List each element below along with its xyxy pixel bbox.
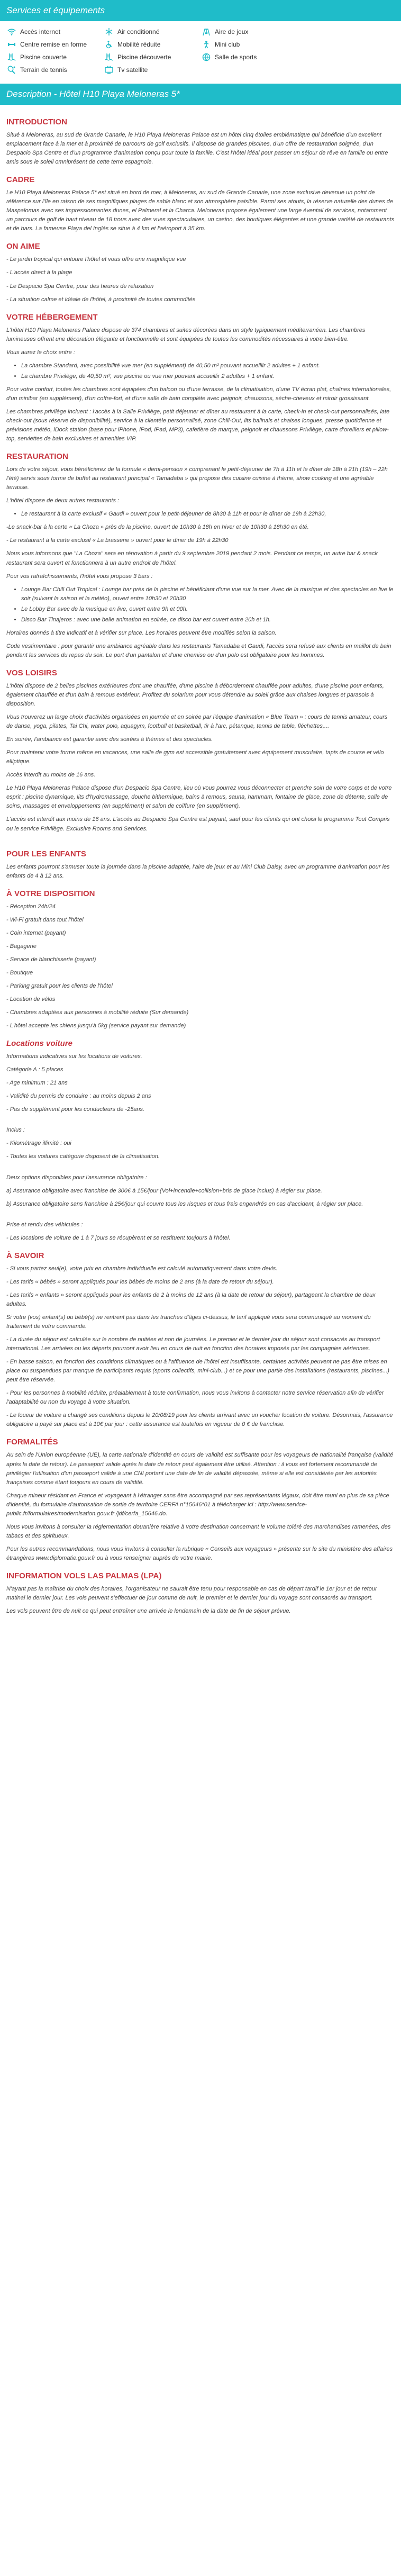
paragraph: - Le loueur de voiture a changé ses conditions depuis le 20/08/19 pour les clients arrivant avec un voucher location de voiture. Désormais, l'assurance obligatoire a payé sur place est à 10€ par jour : cette assurance est toutefois en vigueur de 0 € de franchise. xyxy=(6,1412,393,1428)
service-item xyxy=(105,40,199,49)
service-item xyxy=(202,53,296,61)
service-item xyxy=(7,66,102,74)
paragraph xyxy=(6,1166,395,1169)
section-title: CADRE xyxy=(6,175,35,185)
paragraph: Pour vos rafraîchissements, l'hôtel vous propose 3 bars : xyxy=(6,573,153,580)
service-item xyxy=(105,53,199,61)
description-content xyxy=(0,105,401,1634)
wheelchair-icon xyxy=(105,40,113,49)
paragraph: - Age minimum : 21 ans xyxy=(6,1080,68,1087)
bullet-list xyxy=(6,510,395,519)
service-item xyxy=(7,40,102,49)
section-title: POUR LES ENFANTS xyxy=(6,849,86,858)
pool-icon xyxy=(7,53,16,61)
paragraph: Pour les autres recommandations, nous vous invitons à consulter la rubrique « Conseils aux voyageurs » présente sur le site du ministère des affaires étrangères www.diplomatie.gouv.fr ou à vous renseigner auprès de votre mairie. xyxy=(6,1545,393,1561)
content-section xyxy=(6,313,395,444)
service-item xyxy=(105,28,199,36)
paragraph: Situé à Meloneras, au sud de Grande Canarie, le H10 Playa Meloneras Palace est un hôtel cinq étoiles emblématique qui bénéficie d'un excellent emplacement face à la mer et à proximité de parcours de golf exclusifs. Il dispose de grandes piscines, d'un offre de restauration soignée, d'un Despacio Spa Centre et d'un programme d'animation conçu pour toute la famille. C'est l'hôtel idéal pour passer un séjour de rêve en famille ou entre amis sous le soleil omniprésent de cette terre espagnole. xyxy=(6,132,388,166)
content-section xyxy=(6,175,395,233)
service-label: Aire de jeux xyxy=(215,28,249,35)
service-item xyxy=(202,28,296,36)
service-label: Piscine couverte xyxy=(20,53,67,61)
content-section xyxy=(6,117,395,167)
paragraph: Accès interdit au moins de 16 ans. xyxy=(6,772,96,779)
paragraph: Deux options disponibles pour l'assurance obligatoire : xyxy=(6,1174,147,1181)
section-title: ON AIME xyxy=(6,242,40,251)
section-title: VOTRE HÉBERGEMENT xyxy=(6,312,98,322)
service-item xyxy=(7,28,102,36)
paragraph: Chaque mineur résidant en France et voyageant à l'étranger sans être accompagné par ses représentants légaux, doit être muni en plus de sa pièce d'identité, du formulaire d'autorisation de sortie de territoire CERFA n°15646*01 à télécharger ici : http://www.service-public.fr/formulaires/modernisation.gouv.fr /jdf/cerfa_15646.do. xyxy=(6,1492,389,1517)
wifi-icon xyxy=(7,28,16,36)
services-section xyxy=(0,0,401,82)
paragraph: Les vols peuvent être de nuit ce qui peut entraîner une arrivée le lendemain de la date de fin de séjour prévue. xyxy=(6,1608,291,1615)
services-grid xyxy=(0,21,401,82)
bullet-item: • La chambre Privilège, de 40,50 m², vue piscine ou vue mer pouvant accueillir 2 adultes + 1 enfant. xyxy=(21,372,395,381)
paragraph xyxy=(6,1118,395,1122)
service-item xyxy=(7,53,102,61)
paragraph: - Validité du permis de conduire : au moins depuis 2 ans xyxy=(6,1093,151,1100)
paragraph: Le H10 Playa Meloneras Palace 5* est situé en bord de mer, à Meloneras, au sud de Grande Canarie, une zone exclusive devenue un point de référence sur l'île en raison de ses magnifiques plages de sable blanc et son atmosphère paisible. Parmi ses atouts, la réserve naturelle des dunes de Maspalomas avec ses impressionnantes dunes, el Palmeral et la Charca. Meloneras propose également une large éventail de services, notamment un parcours de golf de haut niveau de 18 trous avec des vues spectaculaires, un casino, des boutiques élégantes et une grande variété de restaurants et de bars. La fameuse Playa del Inglés se situe à 4 km et l'aéroport à 35 km. xyxy=(6,189,395,232)
paragraph: L'hôtel dispose de deux autres restaurants : xyxy=(6,498,120,504)
paragraph: En soirée, l'ambiance est garantie avec des soirées à thèmes et des spectacles. xyxy=(6,736,213,743)
section-title: À VOTRE DISPOSITION xyxy=(6,889,95,898)
service-label: Terrain de tennis xyxy=(20,66,67,74)
paragraph: L'hôtel H10 Playa Meloneras Palace dispose de 374 chambres et suites décorées dans un style typiquement méditerranéen. Les chambres lumineuses offrent une décoration élégante et fonctionnelle et sont équipées de toutes les commodités nécessaires à votre bien-être. xyxy=(6,327,366,342)
paragraph: Au sein de l'Union européenne (UE), la carte nationale d'identité en cours de validité est suffisante pour les voyageurs de nationalité française (validité après la date de retour). Le passeport valide après la date de retour peut également être utilisé. Attention : il vous est fortement recommandé de privilégier l'utilisation d'un passeport valide à une CNI portant une date de fin de validité dépassée, même si elle est considérée par les autorités françaises comme étant toujours en cours de validité. xyxy=(6,1452,394,1486)
paragraph: Informations indicatives sur les locations de voitures. xyxy=(6,1053,142,1060)
bullet-item: • Disco Bar Tinajeros : avec une belle animation en soirée, ce disco bar est ouvert entre 20h et 1h. xyxy=(21,616,395,625)
paragraph: - Le restaurant à la carte exclusif « La brasserie » ouvert pour le dîner de 19h à 22h30 xyxy=(6,537,229,544)
paragraph: - Location de vélos xyxy=(6,996,56,1002)
service-label: Tv satellite xyxy=(117,66,148,74)
paragraph: - Coin internet (payant) xyxy=(6,929,66,936)
paragraph: Pour maintenir votre forme même en vacances, une salle de gym est accessible gratuitement avec équipement musculaire, tapis de course et vélo elliptique. xyxy=(6,749,384,765)
paragraph: Vous trouverez un large choix d'activités organisées en journée et en soirée par l'équipe d'animation « Blue Team » : cours de tennis amateur, cours de danse, yoga, pilates, Tai Chi, water polo, aquagym, football et basketball, tir à l'arc, pétanque, tennis de table, fléchettes,... xyxy=(6,714,388,730)
bullet-item: • Le Lobby Bar avec de la musique en live, ouvert entre 9h et 00h. xyxy=(21,605,395,614)
paragraph xyxy=(6,1213,395,1216)
service-label: Air conditionné xyxy=(117,28,160,35)
paragraph: - Toutes les voitures catégorie disposent de la climatisation. xyxy=(6,1153,160,1160)
section-title: Locations voiture xyxy=(6,1039,73,1049)
services-title: Services et équipements xyxy=(0,0,401,21)
service-item xyxy=(299,28,394,36)
tv-icon xyxy=(105,66,113,74)
paragraph: - Réception 24h/24 xyxy=(6,903,56,910)
paragraph: Catégorie A : 5 places xyxy=(6,1066,63,1073)
paragraph: Horaires donnés à titre indicatif et à vérifier sur place. Les horaires peuvent être modifiés selon la saison. xyxy=(6,629,277,636)
paragraph: Les enfants pourront s'amuser toute la journée dans la piscine adaptée, l'aire de jeux et au Mini Club Daisy, avec un programme d'animation pour les enfants de 4 à 12 ans. xyxy=(6,863,390,879)
bullet-item: • La chambre Standard, avec possibilité vue mer (en supplément) de 40,50 m² pouvant accueillir 2 adultes + 1 enfant. xyxy=(21,361,395,370)
service-item xyxy=(299,40,394,49)
paragraph: Code vestimentaire : pour garantir une ambiance agréable dans les restaurants Tamadaba et Gaudi, l'accès sera refusé aux clients en maillot de bain pendant les services du repas du soir. Le port d'un pantalon et d'une chemise ou d'un polo est obligatoire pour les hommes. xyxy=(6,643,391,658)
section-title: INTRODUCTION xyxy=(6,117,67,126)
paragraph: Inclus : xyxy=(6,1127,25,1134)
paragraph: - Les locations de voiture de 1 à 7 jours se récupèrent et se restituent toujours à l'hôtel. xyxy=(6,1234,231,1241)
paragraph: L'accès est interdit aux moins de 16 ans. L'accès au Despacio Spa Centre est payant, sauf pour les clients qui ont choisi le programme Tout Compris ou le service Privilège. Exclusive Rooms and Services. xyxy=(6,816,390,832)
service-item xyxy=(105,66,199,74)
paragraph: - Si vous partez seul(e), votre prix en chambre individuelle est calculé automatiquement dans votre devis. xyxy=(6,1265,278,1272)
section-title: RESTAURATION xyxy=(6,452,68,462)
service-label: Salle de sports xyxy=(215,53,257,61)
paragraph: Si votre (vos) enfant(s) ou bébé(s) ne rentrent pas dans les tranches d'âges ci-dessus, le tarif appliqué vous sera communiqué au moment du traitement de votre commande. xyxy=(6,1314,371,1330)
paragraph: Nous vous invitons à consulter la réglementation douanière relative à votre destination concernant le volume toléré des marchandises ramenées, des tabacs et des spiritueux. xyxy=(6,1523,391,1539)
paragraph: Nous vous informons que "La Choza" sera en rénovation à partir du 9 septembre 2019 pendant 2 mois. Pendant ce temps, un autre bar & snack restaurant sera ouvert et fonctionnera à un autre endroit de l'hôtel. xyxy=(6,550,378,566)
paragraph: Vous aurez le choix entre : xyxy=(6,349,75,356)
paragraph: - L'accès direct à la plage xyxy=(6,269,72,276)
paragraph: N'ayant pas la maîtrise du choix des horaires, l'organisateur ne saurait être tenu pour responsable en cas de départ tardif le 1er jour et de retour matinal le dernier jour. Les vols peuvent s'effectuer de jour comme de nuit, le premier et le dernier jour du voyage sont consacrés au transport. xyxy=(6,1585,377,1602)
paragraph: -Le snack-bar à la carte « La Choza » près de la piscine, ouvert de 10h30 à 18h en hiver et de 10h30 à 18h30 en été. xyxy=(6,524,309,531)
content-section xyxy=(6,1571,395,1616)
service-label: Mobilité réduite xyxy=(117,41,161,48)
paragraph: - Pour les personnes à mobilité réduite, préalablement à toute confirmation, nous vous invitons à contacter notre service réservation afin de vérifier l'adaptabilité ou non du voyage à votre situation. xyxy=(6,1390,384,1406)
content-section xyxy=(6,889,395,1031)
section-title: FORMALITÉS xyxy=(6,1438,58,1447)
paragraph: - Chambres adaptées aux personnes à mobilité réduite (Sur demande) xyxy=(6,1009,189,1016)
tennis-icon xyxy=(7,66,16,74)
service-label: Piscine découverte xyxy=(117,53,171,61)
content-section xyxy=(6,1251,395,1430)
paragraph: Les chambres privilège incluent : l'accès à la Salle Privilège, petit déjeuner et dîner au restaurant à la carte, check-in et check-out personnalisés, late check-out (sous réserve de disponibilité), service à la clientèle personnalisé, zone Chill-Out, lits balinais et chaises longues, presse quotidienne et prévisions météo, iDock station (base pour iPhone, iPod, iPad, MP3), cafetière de marque, peignoir et chaussons Privilège, carte d'oreillers et pillow-top, serviettes de bain exclusives et amenities VIP. xyxy=(6,408,390,442)
section-title: INFORMATION VOLS LAS PALMAS (LPA) xyxy=(6,1571,162,1580)
paragraph: L'hôtel dispose de 2 belles piscines extérieures dont une chauffée, d'une piscine à débordement chauffée pour adultes, d'une piscine pour enfants, également chauffée et d'un bain à remous extérieur. Profitez du solarium pour vous détendre au soleil grâce aux chaises longues et parasols à disposition. xyxy=(6,682,384,708)
paragraph: - Pas de supplément pour les conducteurs de -25ans. xyxy=(6,1106,145,1113)
child-icon xyxy=(202,40,211,49)
paragraph: - Parking gratuit pour les clients de l'hôtel xyxy=(6,982,113,989)
paragraph: - En basse saison, en fonction des conditions climatiques ou à l'affluence de l'hôtel est insuffisante, certaines activités peuvent ne pas être mises en place ou suspendues par manque de participants requis (sports collectifs, mini-club...) et ce pour une partie des installations (restaurants, piscines...) peut être réservée. xyxy=(6,1359,389,1384)
bullet-item: • Le restaurant à la carte exclusif « Gaudi » ouvert pour le petit-déjeuner de 8h30 à 11h et pour le dîner de 19h à 22h30, xyxy=(21,510,395,519)
paragraph: - Service de blanchisserie (payant) xyxy=(6,956,96,963)
description-section xyxy=(0,84,401,1634)
snowflake-icon xyxy=(105,28,113,36)
paragraph xyxy=(6,838,395,841)
dumbbell-icon xyxy=(7,40,16,49)
section-title: VOS LOISIRS xyxy=(6,668,57,677)
paragraph: b) Assurance obligatoire sans franchise à 25€/jour qui couvre tous les risques et tous frais engendrés en cas d'accident, à régler sur place. xyxy=(6,1200,363,1207)
content-section xyxy=(6,1039,395,1243)
paragraph: Lors de votre séjour, vous bénéficierez de la formule « demi-pension » comprenant le petit-déjeuner de 7h à 11h et le dîner de 18h à 21h (19h – 22h l'été) servis sous forme de buffet au restaurant principal « Tamadaba » qui propose des cuisine cuisine à thème, show cooking et une agréable terrasse. xyxy=(6,466,388,491)
content-section xyxy=(6,1438,395,1563)
paragraph: - Les tarifs « bébés » seront appliqués pour les bébés de moins de 2 ans (à la date de retour du séjour). xyxy=(6,1278,274,1285)
paragraph: Prise et rendu des véhicules : xyxy=(6,1221,83,1228)
bullet-item: • Lounge Bar Chill Out Tropical : Lounge bar près de la piscine et bénéficiant d'une vue sur la mer. Avec de la musique et des spectacles en live le soir (suivant la saison et la météo), ouvert entre 10h30 et 20h30 xyxy=(21,585,395,603)
service-item xyxy=(202,66,296,74)
paragraph: - Le jardin tropical qui entoure l'hôtel et vous offre une magnifique vue xyxy=(6,256,186,263)
paragraph: - L'hôtel accepte les chiens jusqu'à 5kg (service payant sur demande) xyxy=(6,1023,186,1029)
paragraph: - Wi-Fi gratuit dans tout l'hôtel xyxy=(6,916,84,923)
service-item xyxy=(299,53,394,61)
content-section xyxy=(6,668,395,841)
paragraph: - Le Despacio Spa Centre, pour des heures de relaxation xyxy=(6,283,154,290)
service-label: Mini club xyxy=(215,41,240,48)
section-title: À SAVOIR xyxy=(6,1251,44,1260)
service-item xyxy=(299,66,394,74)
paragraph: - La situation calme et idéale de l'hôtel, à proximité de toutes commodités xyxy=(6,296,196,303)
service-item xyxy=(202,40,296,49)
paragraph: - Boutique xyxy=(6,969,33,976)
pool-icon xyxy=(105,53,113,61)
paragraph: a) Assurance obligatoire avec franchise de 300€ à 15€/jour (Vol+incendie+collision+bris de glace inclus) à régler sur place. xyxy=(6,1187,322,1194)
paragraph: - La durée du séjour est calculée sur le nombre de nuitées et non de journées. Le premier et le dernier jour du séjour sont consacrés au transport international. Les arrivées ou les départs pourront avoir lieu en cours de nuit en fonction des horaires imposés par les compagnies aériennes. xyxy=(6,1336,380,1352)
bullet-list xyxy=(6,361,395,381)
paragraph: - Les tarifs « enfants » seront appliqués pour les enfants de 2 à moins de 12 ans (à la date de retour du séjour), partageant la chambre de deux adultes. xyxy=(6,1291,376,1307)
paragraph: - Bagagerie xyxy=(6,943,37,950)
playground-icon xyxy=(202,28,211,36)
service-label: Centre remise en forme xyxy=(20,41,87,48)
content-section xyxy=(6,242,395,304)
content-section xyxy=(6,452,395,660)
sport-icon xyxy=(202,53,211,61)
bullet-list xyxy=(6,585,395,625)
service-label: Accès internet xyxy=(20,28,61,35)
paragraph: Pour votre confort, toutes les chambres sont équipées d'un balcon ou d'une terrasse, de la climatisation, d'une TV écran plat, chaînes internationales, d'un minibar (en supplément), d'un coffre-fort, et d'une salle de bain complète avec peignoir, chaussons, sèche-cheveux et miroir grossissant. xyxy=(6,386,391,402)
content-section xyxy=(6,849,395,881)
paragraph: Le H10 Playa Meloneras Palace dispose d'un Despacio Spa Centre, lieu où vous pourrez vous déconnecter et prendre soin de votre corps et de votre esprit : piscine dynamique, lits d'hydromassage, douche bithermique, bains à remous, sauna, hammam, fontaine de glace, zone de détente, salle de soins, massages et enveloppements (en supplément) et salon de coiffure (en supplément). xyxy=(6,785,392,810)
description-title: Description - Hôtel H10 Playa Meloneras 5* xyxy=(0,84,401,105)
paragraph: - Kilométrage illimité : oui xyxy=(6,1140,71,1147)
